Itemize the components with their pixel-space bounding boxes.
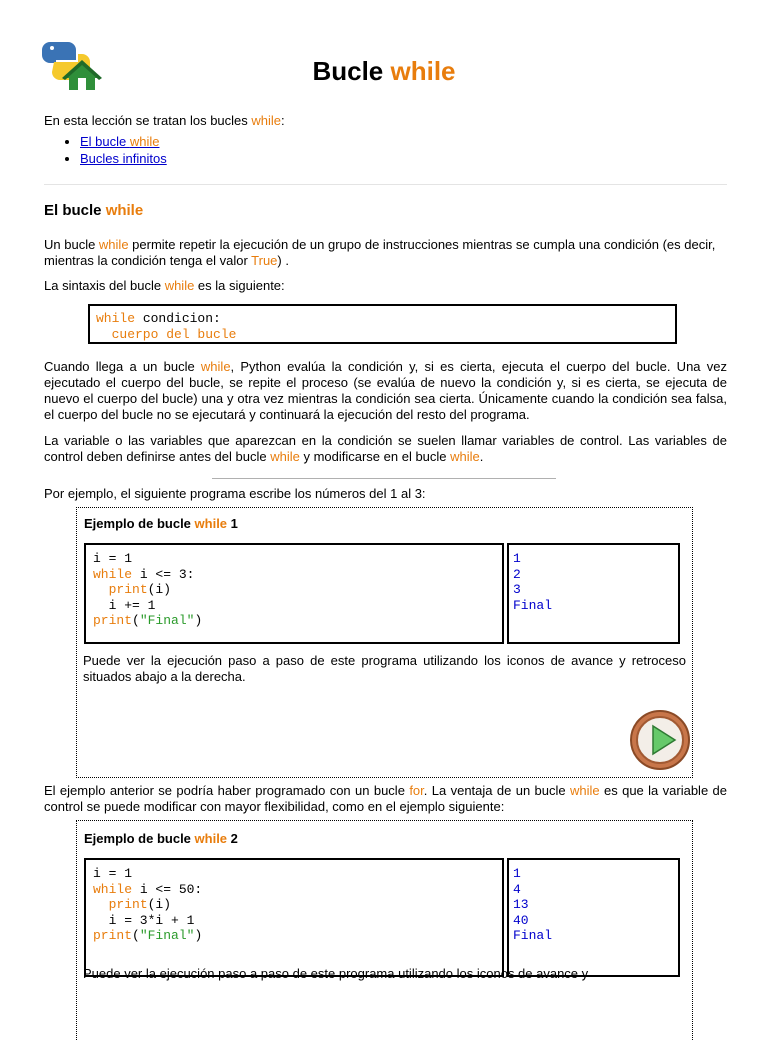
output-block: 1 2 3 Final [507,543,680,644]
example-box-2 [76,820,693,1040]
section-title: El bucle while [44,202,144,219]
paragraph-example-intro: Por ejemplo, el siguiente programa escribe los números del 1 al 3: [44,486,426,501]
divider [44,184,727,185]
toc-item [80,133,167,150]
paragraph-intro: Un bucle while permite repetir la ejecución de un grupo de instrucciones mientras se cumpla una condición (es decir, mientras la condición tenga el valor True) . [44,237,716,268]
play-next-button[interactable] [629,709,691,771]
intro-text: En esta lección se tratan los bucles while: [44,113,285,128]
paragraph-syntax: La sintaxis del bucle while es la siguiente: [44,278,285,293]
toc-link-bucles-infinitos[interactable]: Bucles infinitos [80,151,167,166]
example-box-1 [76,507,693,778]
code-block: i = 1 while i <= 50: print(i) i = 3*i + 1 print("Final") [84,858,504,977]
example-description: Puede ver la ejecución paso a paso de este programa utilizando los iconos de avance y [83,966,589,981]
paragraph-explanation: Cuando llega a un bucle while, Python evalúa la condición y, si es cierta, ejecuta el cuerpo del bucle. Una vez ejecutado el cuerpo del bucle, se repite el proceso (se evalúa de nuevo la condición y, si es cierta, se ejecuta de nuevo el cuerpo del bucle) una y otra vez mientras la condición sea cierta. Únicamente cuando la condición sea falsa, el cuerpo del bucle no se ejecutará y continuará la ejecución del resto del programa. [44,359,727,422]
table-of-contents [62,133,167,167]
example-title: Ejemplo de bucle while 1 [84,516,238,531]
toc-item [80,150,167,167]
page-title: Bucle while [312,56,456,86]
paragraph-control-variables: La variable o las variables que aparezcan en la condición se suelen llamar variables de control. Las variables de control deben definirse antes del bucle while y modificarse en el bucle while. [44,433,727,464]
toc-link-bucle-while[interactable]: El bucle while [80,134,160,149]
paragraph-comparison: El ejemplo anterior se podría haber programado con un bucle for. La ventaja de un bucle while es que la variable de control se puede modificar con mayor flexibilidad, como en el ejemplo siguiente: [44,783,727,814]
syntax-box: while condicion: cuerpo del bucle [88,304,677,344]
example-title: Ejemplo de bucle while 2 [84,831,238,846]
example-description: Puede ver la ejecución paso a paso de este programa utilizando los iconos de avance y retroceso situados abajo a la derecha. [83,653,686,684]
page-title-keyword: while [390,56,456,86]
output-block: 1 4 13 40 Final [507,858,680,977]
divider [212,478,556,479]
code-block: i = 1 while i <= 3: print(i) i += 1 print("Final") [84,543,504,644]
